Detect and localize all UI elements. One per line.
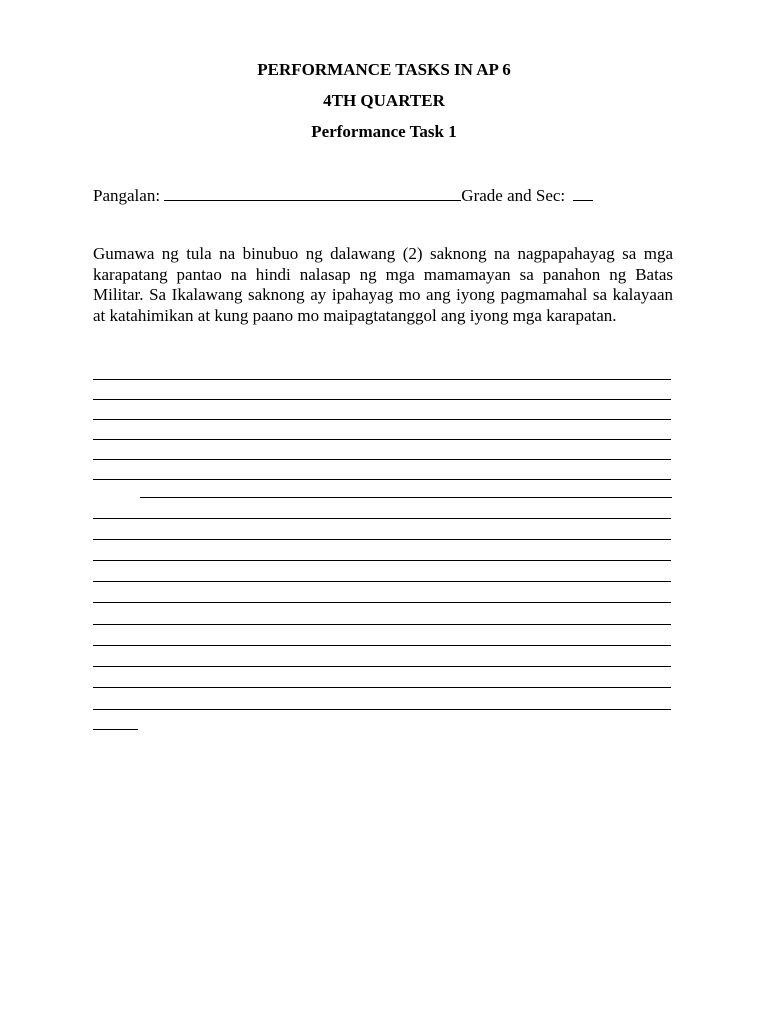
answer-line[interactable] <box>93 399 671 400</box>
worksheet-title: PERFORMANCE TASKS IN AP 6 <box>257 60 511 79</box>
name-field[interactable] <box>164 185 461 201</box>
answer-line[interactable] <box>93 379 671 380</box>
answer-line[interactable] <box>93 602 671 603</box>
name-grade-row <box>93 185 593 206</box>
answer-line[interactable] <box>140 497 672 498</box>
grade-section-field[interactable] <box>573 185 593 201</box>
answer-line[interactable] <box>93 709 671 710</box>
task-heading: Performance Task 1 <box>311 122 457 141</box>
answer-line[interactable] <box>93 518 671 519</box>
answer-line[interactable] <box>93 560 671 561</box>
quarter-heading: 4TH QUARTER <box>323 91 445 110</box>
answer-line[interactable] <box>93 459 671 460</box>
answer-line[interactable] <box>93 419 671 420</box>
name-label: Pangalan: <box>93 186 161 205</box>
answer-line[interactable] <box>93 439 671 440</box>
answer-line[interactable] <box>93 666 671 667</box>
grade-section-label: Grade and Sec: <box>461 186 566 205</box>
answer-line[interactable] <box>93 479 671 480</box>
answer-line[interactable] <box>93 687 671 688</box>
answer-line[interactable] <box>93 624 671 625</box>
answer-line[interactable] <box>93 729 138 730</box>
answer-line[interactable] <box>93 581 671 582</box>
answer-line[interactable] <box>93 539 671 540</box>
instructions-paragraph: Gumawa ng tula na binubuo ng dalawang (2) saknong na nagpapahayag sa mga karapatang pantao na hindi nalasap ng mga mamamayan sa panahon ng Batas Militar. Sa Ikalawang saknong ay ipahayag mo ang iyong pagmamahal sa kalayaan at katahimikan at kung paano mo maipagtatanggol ang iyong mga karapatan. <box>93 244 673 325</box>
answer-line[interactable] <box>93 645 671 646</box>
